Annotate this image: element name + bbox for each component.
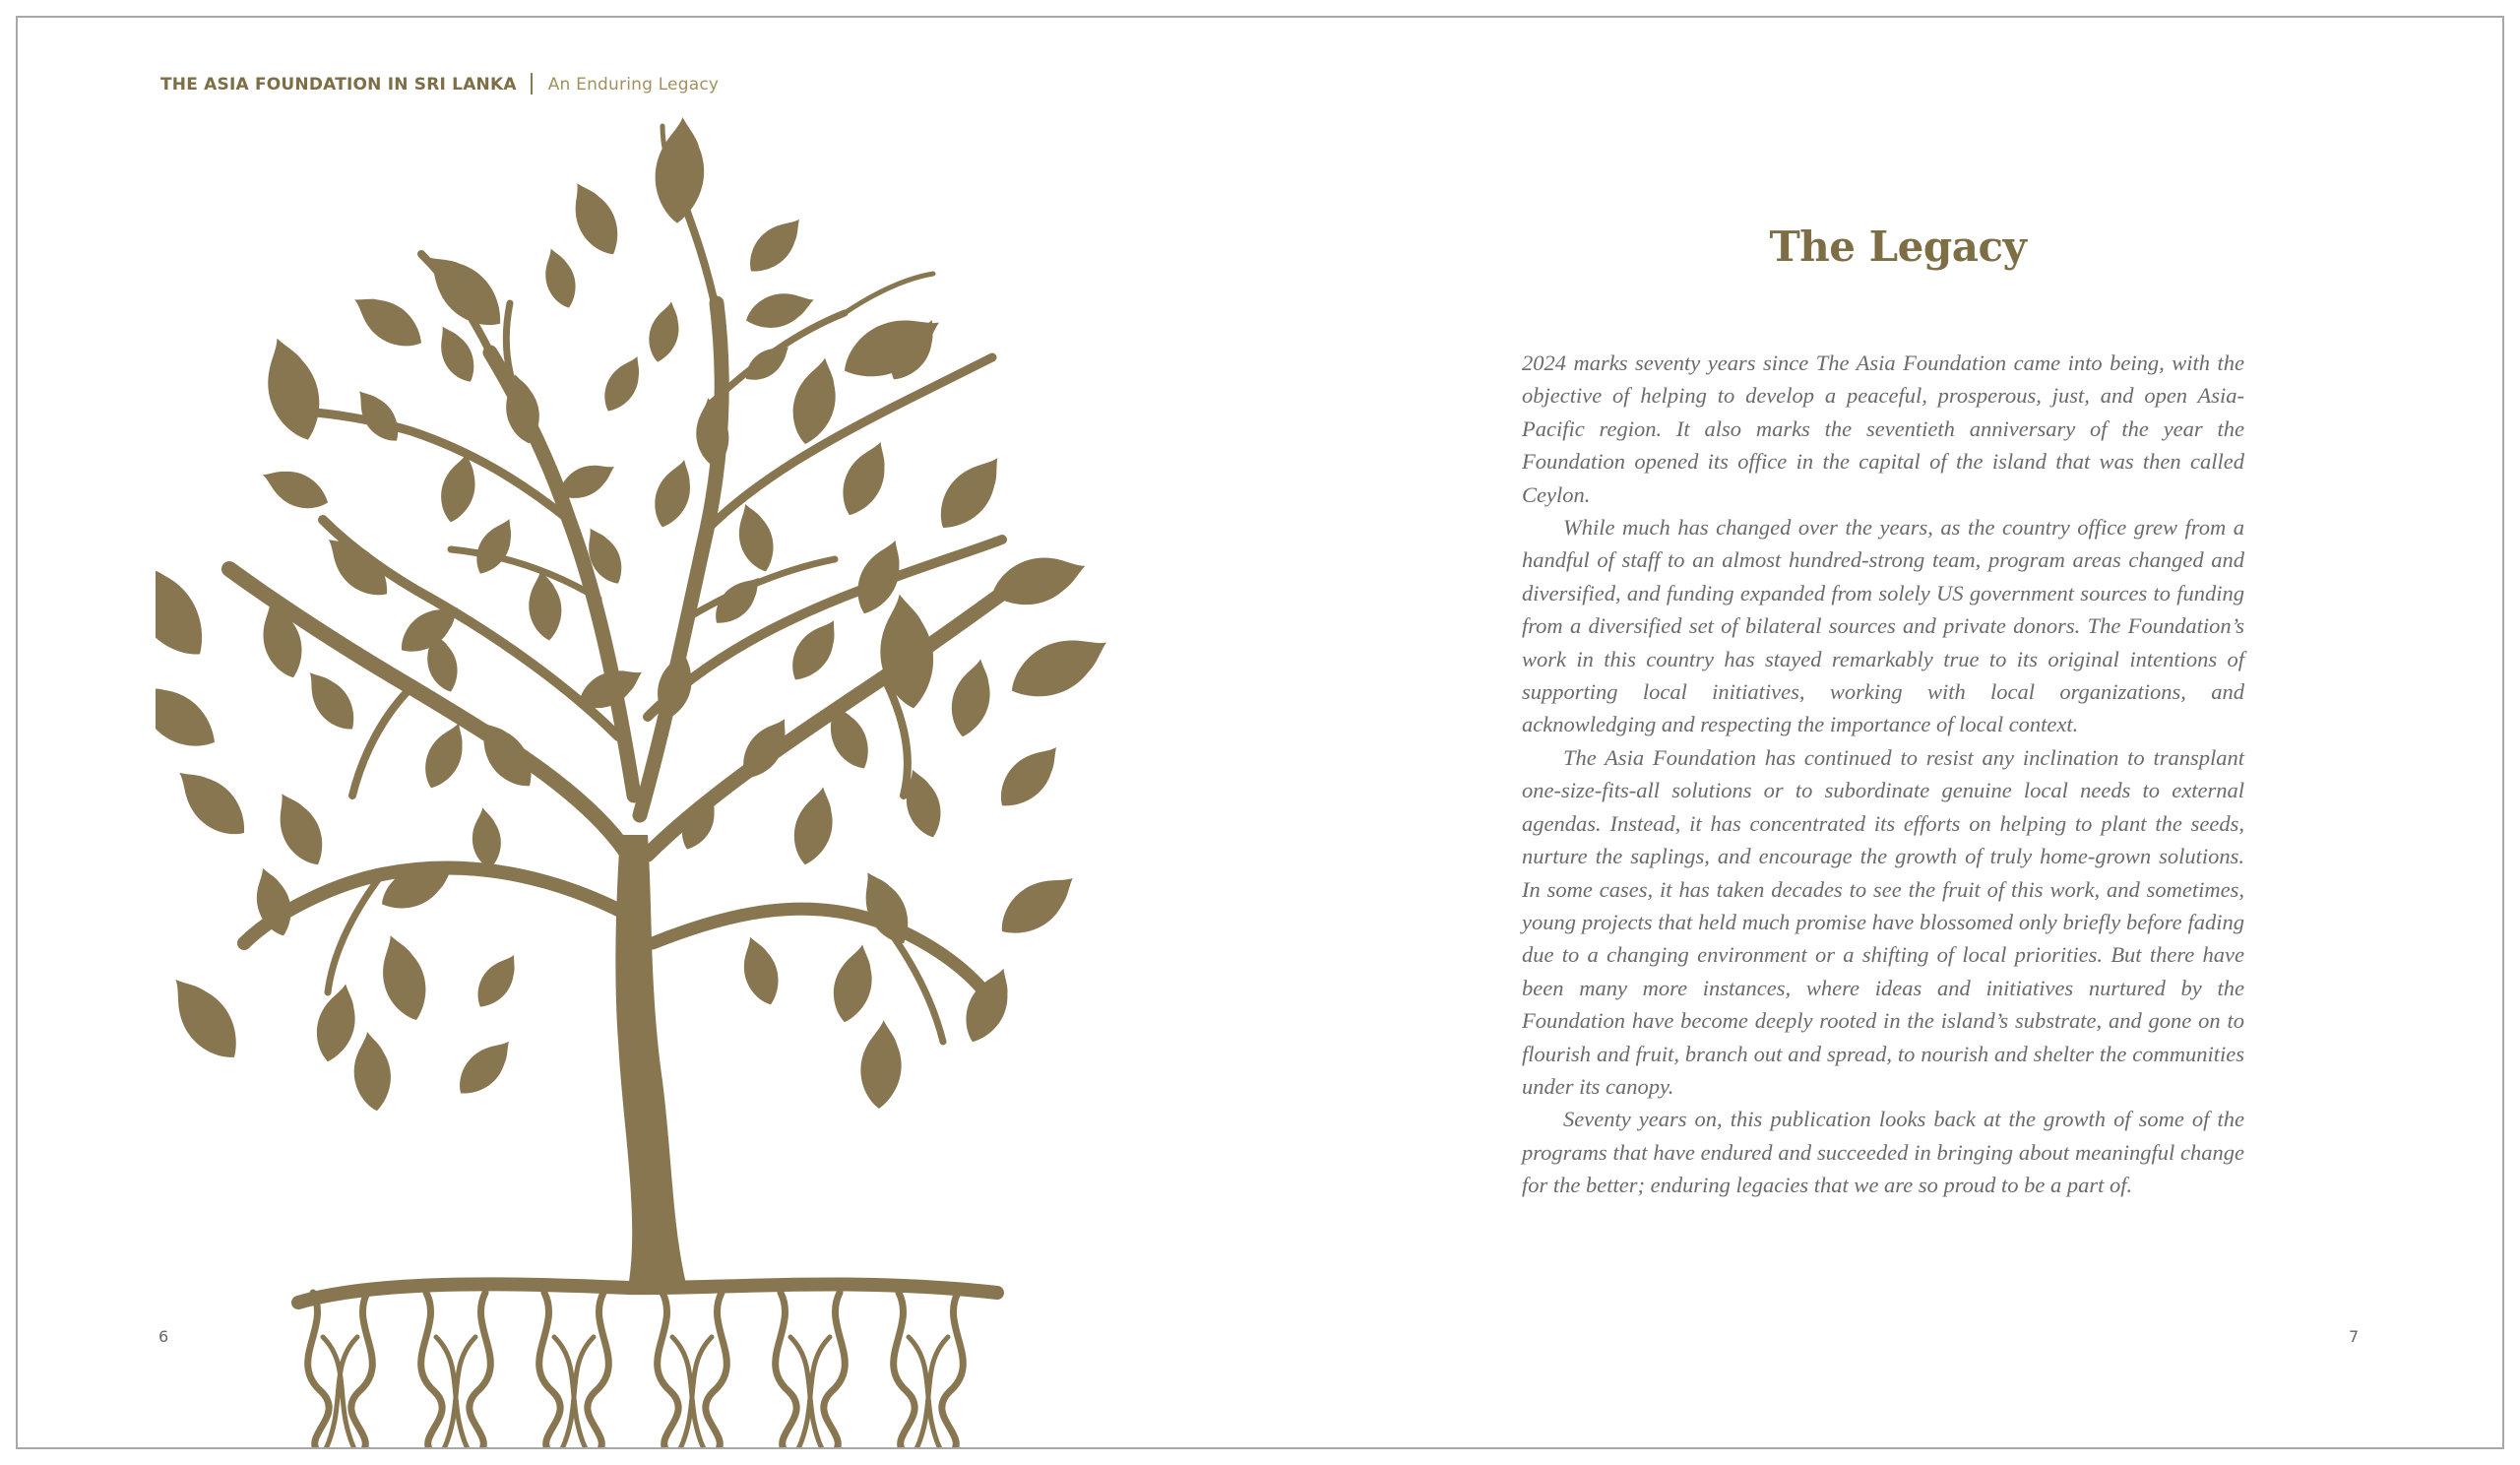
tree-leaf [946, 656, 996, 740]
tree-root [539, 1293, 560, 1449]
tree-leaf [295, 664, 365, 738]
body-paragraph-2: While much has changed over the years, as the country office grew from a handful of staff to an almost hundred-strong team, program areas changed and diversified, and funding expanded from solely US government sources to funding from a diversified set of bilateral sources and private donors. The Foundation’s work in this country has stayed remarkably true to its original intentions of supporting local initiatives, working with local organizations, and acknowledging and respecting the importance of local context. [1522, 515, 2244, 737]
tree-leaf [727, 499, 783, 577]
tree-trunk [615, 835, 687, 1288]
tree-leaf [467, 805, 505, 871]
tree-leaf [156, 547, 222, 669]
section-title: The Legacy [1769, 223, 2027, 271]
tree-leaf [311, 981, 361, 1065]
tree-root [824, 1293, 845, 1449]
tree-leaf [369, 929, 437, 1026]
tree-leaf [834, 435, 896, 523]
body-paragraph-3: The Asia Foundation has continued to resist any inclination to transplant one-size-fits-all solutions or to subordinate genuine local needs to external agendas. Instead, it has concentrated its efforts on helping to plant the seeds, nurture the saplings, and encourage the growth of truly home-grown solutions. In some cases, it has taken decades to see the fruit of this work, and sometimes, young projects that held much promise have blossomed only briefly before fading due to a changing environment or a shifting of local priorities. But there have been many more instances, where ideas and initiatives nurtured by the Foundation have become deeply rooted in the island’s substrate, and gone on to flourish and fruit, branch out and spread, to nourish and shelter the communities under its canopy. [1522, 744, 2244, 1099]
tree-root [658, 1293, 678, 1449]
tree-leaf [469, 512, 521, 580]
header-divider [531, 73, 533, 95]
tree-leaf [645, 298, 683, 364]
tree-branch [653, 909, 992, 1002]
tree-root [351, 1293, 372, 1449]
tree-leaf [450, 1030, 520, 1105]
tree-leaf [256, 462, 334, 517]
tree-root [308, 1293, 329, 1449]
tree-leaf [156, 672, 226, 760]
tree-leaf [264, 786, 336, 872]
tree-leaf [164, 759, 258, 847]
tree-leaf [870, 590, 942, 712]
tree-root [942, 1293, 963, 1449]
tree-leaf [985, 542, 1092, 617]
tree-root [894, 1293, 914, 1449]
tree-branch [845, 274, 933, 313]
tree-leaf [346, 1029, 397, 1114]
tree-roots [298, 1284, 997, 1449]
tree-leaf [251, 331, 333, 447]
tree-root [776, 1293, 796, 1449]
header-subtitle: An Enduring Legacy [547, 75, 720, 95]
tree-leaf [860, 1020, 901, 1109]
page-number-right: 7 [2349, 1327, 2360, 1346]
tree-leaf [345, 286, 431, 357]
tree-leaf [157, 967, 253, 1070]
tree-leaf [649, 455, 698, 532]
tree-leaf [740, 208, 810, 283]
tree-leaf [470, 947, 525, 1015]
tree-root [588, 1293, 608, 1449]
page-number-left: 6 [158, 1327, 169, 1346]
tree-leaf [559, 175, 631, 262]
tree-leaf [928, 445, 1012, 541]
tree-leaf [989, 734, 1068, 819]
tree-leaf [374, 850, 461, 922]
tree-leaf [1001, 618, 1117, 714]
body-text [1522, 347, 2244, 1202]
tree-with-roots-illustration [156, 106, 1140, 1449]
tree-root [706, 1293, 726, 1449]
body-paragraph-4: Seventy years on, this publication looks back at the growth of some of the programs that have endured and succeeded in bringing about meaningful change for the better; enduring legacies that we are so proud to be a part of. [1522, 1107, 2244, 1198]
tree-branch [352, 687, 411, 796]
tree-leaf [990, 860, 1084, 948]
tree-leaf [788, 784, 839, 868]
body-paragraph-1: 2024 marks seventy years since The Asia Foundation came into being, with the objective of helping to develop a peaceful, prosperous, just, and open Asia-Pacific region. It also marks the seventieth anniversary of the year the Foundation opened its office in the capital of the island that was then called Ceylon. [1522, 350, 2244, 507]
tree-leaf [828, 941, 878, 1026]
tree-leaf [536, 244, 584, 312]
book-spread [16, 16, 2504, 1449]
tree-branch [640, 303, 722, 815]
tree-leaf [597, 350, 649, 417]
header-organization: THE ASIA FOUNDATION IN SRI LANKA [160, 75, 517, 95]
tree-root [421, 1293, 442, 1449]
running-header [160, 73, 719, 95]
tree-root [470, 1293, 490, 1449]
tree-leaf [834, 298, 950, 394]
tree-leaf [732, 932, 788, 1010]
